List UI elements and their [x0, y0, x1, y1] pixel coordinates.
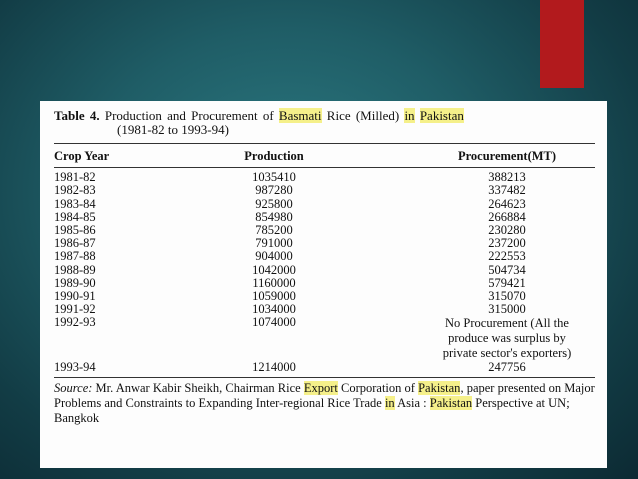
cell-production: 925800 — [255, 196, 293, 211]
note-line: No Procurement (All the — [445, 316, 569, 331]
table-header — [54, 150, 595, 163]
source-highlight-export: Export — [303, 380, 338, 395]
cell-production: 1042000 — [252, 262, 296, 277]
cell-procurement: 237200 — [488, 236, 526, 251]
source-highlight-pakistan: Pakistan — [429, 395, 473, 410]
cell-production: 854980 — [255, 209, 293, 224]
cell-year: 1987-88 — [54, 249, 96, 264]
source-text: Corporation of — [341, 380, 415, 395]
title-highlight-in: in — [404, 108, 415, 123]
cell-year: 1983-84 — [54, 196, 96, 211]
cell-production: 1160000 — [252, 275, 296, 290]
title-highlight-basmati: Basmati — [278, 108, 322, 123]
cell-production: 1214000 — [252, 360, 296, 375]
header-procurement: Procurement(MT) — [457, 149, 557, 163]
table-row — [54, 316, 595, 361]
cell-year: 1986-87 — [54, 236, 96, 251]
title-highlight-pakistan: Pakistan — [419, 108, 464, 123]
cell-production: 1034000 — [252, 302, 296, 317]
cell-year: 1990-91 — [54, 289, 96, 304]
table-subtitle: (1981-82 to 1993-94) — [117, 122, 229, 137]
source-highlight-pakistan: Pakistan — [418, 380, 461, 395]
table-row — [54, 184, 595, 197]
document-page — [40, 101, 607, 468]
cell-production: 904000 — [255, 249, 293, 264]
cell-procurement: 315000 — [488, 302, 526, 317]
table-title — [54, 109, 595, 137]
table-row — [54, 303, 595, 316]
note-line: private sector's exporters) — [442, 346, 572, 361]
table-label: Table 4. — [54, 108, 100, 123]
cell-procurement: 337482 — [488, 183, 526, 198]
source-text: Perspective at UN; Bangkok — [54, 395, 570, 425]
cell-procurement: 247756 — [488, 360, 526, 375]
cell-year: 1985-86 — [54, 223, 96, 238]
table-row — [54, 361, 595, 374]
cell-procurement: 388213 — [488, 170, 526, 185]
cell-procurement: 230280 — [488, 223, 526, 238]
cell-procurement: 315070 — [488, 289, 526, 304]
top-rule — [54, 143, 595, 144]
note-line: produce was surplus by — [448, 331, 566, 346]
accent-bar — [540, 0, 584, 88]
cell-procurement: 504734 — [488, 262, 526, 277]
source-label: Source: — [54, 380, 93, 395]
cell-production: 785200 — [255, 223, 293, 238]
table-row — [54, 250, 595, 263]
cell-procurement: 222553 — [488, 249, 526, 264]
cell-production: 1035410 — [252, 170, 296, 185]
cell-procurement: 579421 — [488, 275, 526, 290]
cell-production: 1074000 — [252, 315, 296, 330]
title-text-rice: Rice (Milled) — [326, 108, 400, 123]
source-note — [54, 381, 595, 426]
cell-year: 1984-85 — [54, 209, 96, 224]
cell-year: 1993-94 — [54, 360, 96, 375]
cell-procurement: 264623 — [488, 196, 526, 211]
cell-year: 1981-82 — [54, 170, 96, 185]
cell-production: 791000 — [255, 236, 293, 251]
source-highlight-in: in — [384, 395, 395, 410]
table-body — [54, 171, 595, 374]
bottom-rule — [54, 377, 595, 378]
cell-procurement-note — [339, 316, 595, 361]
cell-year: 1991-92 — [54, 302, 96, 317]
cell-year: 1988-89 — [54, 262, 96, 277]
title-text: Production and Procurement of — [104, 108, 274, 123]
header-crop-year: Crop Year — [54, 149, 110, 163]
cell-year: 1982-83 — [54, 183, 96, 198]
cell-year: 1989-90 — [54, 275, 96, 290]
table-row — [54, 264, 595, 277]
source-text: , paper presented on Major Problems and Constraints to Expanding Inter-regional Rice Trade — [54, 380, 595, 410]
cell-procurement: 266884 — [488, 209, 526, 224]
cell-year: 1992-93 — [54, 315, 96, 330]
header-rule — [54, 167, 595, 168]
source-text: Mr. Anwar Kabir Sheikh, Chairman Rice — [95, 380, 301, 395]
cell-production: 1059000 — [252, 289, 296, 304]
cell-production: 987280 — [255, 183, 293, 198]
table-row — [54, 198, 595, 211]
header-production: Production — [244, 149, 304, 163]
source-text: Asia : — [397, 395, 427, 410]
